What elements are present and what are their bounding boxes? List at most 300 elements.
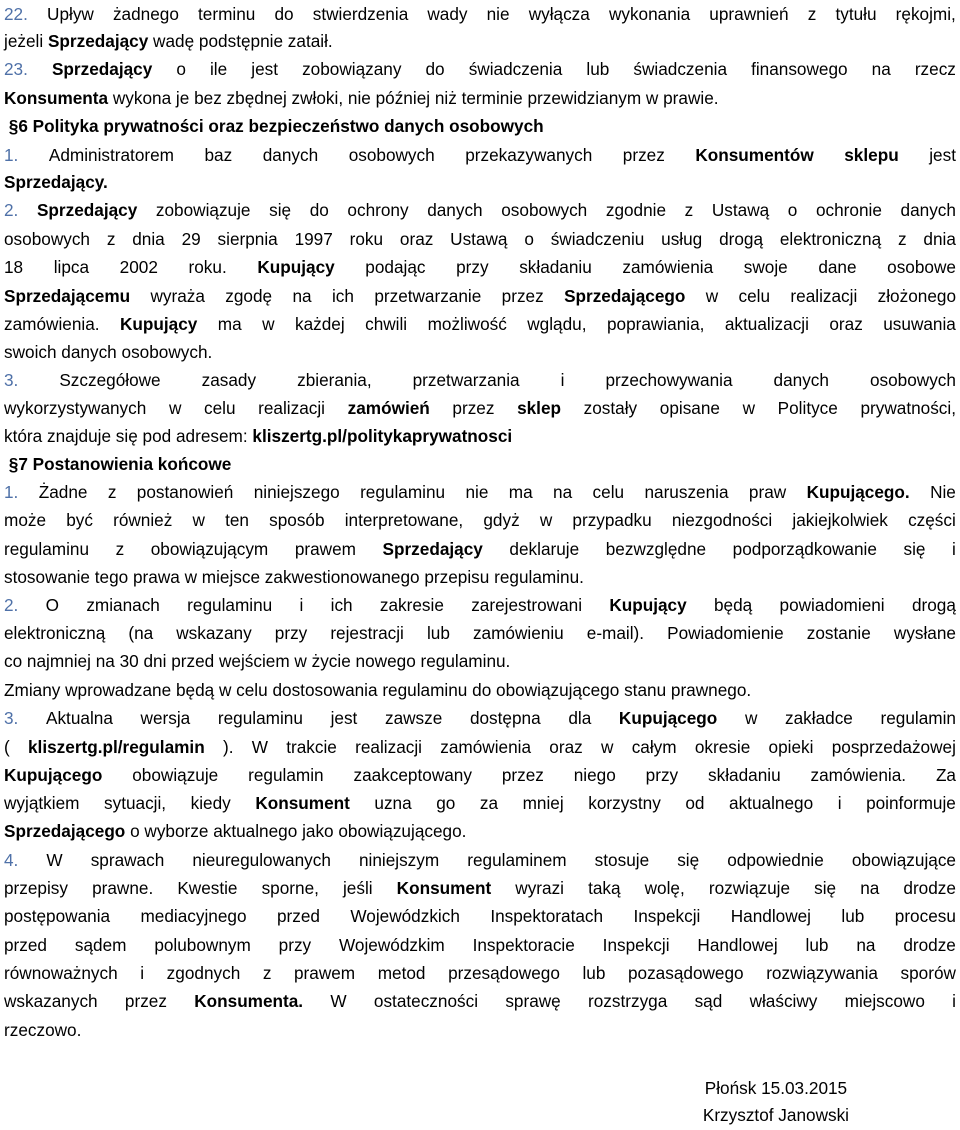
text-run: postanowień [136,482,234,502]
text-run: jeśli [342,878,373,898]
text-line [4,874,956,903]
text-run: wskazanych [4,991,98,1011]
text-run: Zmiany wprowadzane będą w celu dostosowania regulaminu do obowiązującego stanu prawnego. [4,680,752,700]
text-run: chwili [365,314,408,334]
text-run: z [262,963,272,983]
text-line [4,27,956,56]
text-run: Powiadomienie [667,623,784,643]
text-run: jest [251,59,278,79]
text-run: oraz [549,737,583,757]
text-run: 29 [181,229,201,249]
text-run: ma [217,314,242,334]
text-run: ochrony [347,200,409,220]
text-line [4,394,956,423]
text-run: i [952,991,956,1011]
text-run: sprawę [505,991,561,1011]
text-run: celu [738,286,771,306]
text-run: się [903,539,926,559]
text-run: rozwiązuje [708,878,791,898]
text-run: zaakceptowany [353,765,472,785]
bold-term: Sprzedający. [4,172,108,192]
text-run: elektroniczną [4,623,106,643]
text-run: świadczenia [633,59,727,79]
text-run: finansowego [751,59,848,79]
signature-name: Krzysztof Janowski [702,1105,849,1125]
text-run: o wyborze aktualnego jako obowiązującego. [125,821,467,841]
text-run: aktualizacji [724,314,809,334]
text-run: prywatności, [860,398,956,418]
text-line [4,506,956,535]
text-run: w [168,398,182,418]
text-run: ten [225,510,249,530]
bold-term: §7 Postanowienia końcowe [4,454,232,474]
bold-term: Sprzedającego [564,286,686,306]
text-run: trakcie [286,737,337,757]
text-run: rękojmi, [895,4,956,24]
text-run: oraz [399,229,434,249]
text-run: przy [645,765,679,785]
text-run: tytułu [835,4,877,24]
text-run: ). [222,737,234,757]
text-run: uzna [374,793,412,813]
text-run: o [176,59,186,79]
text-run: Polityce [777,398,838,418]
text-run: okresie [694,737,751,757]
text-run: e-mail). [586,623,645,643]
text-run: postępowania [4,906,111,926]
text-run: obowiązującym [150,539,269,559]
text-run: przez [501,286,544,306]
text-run: przed [4,935,47,955]
text-run: w [742,398,756,418]
text-line [4,112,956,141]
text-run: podając [365,257,426,277]
text-run: złożonego [877,286,956,306]
text-run: obowiązuje [132,765,219,785]
bold-term: Kupujący [257,257,335,277]
text-run: co najmniej na 30 dni przed wejściem w życie nowego regulaminu. [4,651,511,671]
text-run: polubownym [154,935,251,955]
text-run: ostateczności [373,991,479,1011]
text-line [4,931,956,960]
text-line [4,1016,956,1045]
text-run: elektroniczną [779,229,882,249]
text-run: lub [582,963,606,983]
bold-term: kliszertg.pl/regulamin [28,737,205,757]
text-run: na [871,59,891,79]
text-run: regulaminu [4,539,90,559]
text-run: drodze [903,935,956,955]
text-run: niniejszego [253,482,340,502]
text-run: przechowywania [605,370,733,390]
text-run: drodze [903,878,956,898]
text-run: Inspektoratach [490,906,604,926]
text-run: regulaminem [467,850,567,870]
text-run: celu [203,398,236,418]
text-run: przed [276,906,320,926]
text-run: zgodnych [166,963,241,983]
text-line [4,846,956,875]
text-run: Inspekcji [633,906,701,926]
text-run: w [192,510,205,530]
text-line [4,84,956,113]
text-run: zostanie [806,623,871,643]
text-line [4,676,956,705]
text-run: korzystny [588,793,661,813]
text-run: się [677,850,700,870]
text-line [4,987,956,1016]
text-run: naruszenia [644,482,729,502]
text-run: posprzedażowej [831,737,956,757]
text-run: lub [805,935,829,955]
item-number: 1. [4,482,19,502]
text-run: świadczenia [468,59,563,79]
text-run: stwierdzenia [312,4,409,24]
text-run: 18 [4,257,24,277]
text-run: lub [426,623,450,643]
text-run: Kwestie [177,878,238,898]
text-run: swoich danych osobowych. [4,342,213,362]
text-run: zakresie [379,595,444,615]
text-run: regulamin [248,765,324,785]
text-run: swoje [743,257,788,277]
text-run: ( [4,737,10,757]
text-run: roku. [188,257,227,277]
text-line [4,422,956,451]
text-run: interpretowane, [344,510,464,530]
text-line [4,55,956,84]
text-line [4,619,956,648]
text-run: rzeczowo. [4,1020,82,1040]
text-run: terminu [198,4,256,24]
text-run: (na [128,623,154,643]
text-run: praw [748,482,787,502]
text-run: danych [262,145,319,165]
text-run: z [107,482,117,502]
text-line [4,0,956,29]
text-run: dnia [132,229,165,249]
text-run: wyłącza [528,4,590,24]
text-run: dla [568,708,592,728]
text-run: zobowiązuje [155,200,251,220]
bold-term: Konsumenta. [194,991,304,1011]
text-run: Wojewódzkich [350,906,460,926]
bold-term: Konsument [255,793,350,813]
text-run: z [807,4,817,24]
item-number: 3. [4,708,19,728]
bold-term: Sprzedającego [4,821,126,841]
text-run: może [4,510,47,530]
text-run: z [106,229,116,249]
text-run: możliwość [427,314,507,334]
text-run: sytuacji, [104,793,167,813]
bold-term: sklepu [844,145,899,165]
text-line [4,959,956,988]
text-run: w [539,510,553,530]
text-run: dnia [923,229,956,249]
text-run: opieki [768,737,814,757]
text-run: 2002 [119,257,158,277]
text-run: od [685,793,705,813]
text-run: z [897,229,907,249]
text-line [4,366,956,395]
bold-term: Kupującego. [806,482,910,502]
text-run: która znajduje się pod adresem: [4,426,253,446]
text-run: żadnego [112,4,179,24]
text-line [4,535,956,564]
text-run: niezgodności [671,510,773,530]
text-run: Ustawą [711,200,770,220]
text-run: Upływ [47,4,94,24]
text-run: wskazany [176,623,252,643]
text-run: taką [588,878,621,898]
item-number: 2. [4,595,19,615]
text-run: usuwania [883,314,956,334]
text-run: sądem [74,935,127,955]
text-run: się [814,878,837,898]
text-run: się [269,200,292,220]
text-run: w [744,708,758,728]
text-run: sposób [269,510,325,530]
text-run: części [908,510,956,530]
text-run: uprawnień [709,4,789,24]
text-run: na [292,286,312,306]
text-run: osobowych [4,229,90,249]
text-run: niego [573,765,616,785]
signature-block [703,1075,849,1129]
text-run: i [837,793,842,813]
text-run: zamówieniu [472,623,564,643]
bold-term: Sprzedający [51,59,153,79]
text-run: przetwarzanie [374,286,482,306]
text-run: oraz [829,314,863,334]
text-line [4,282,956,311]
text-run: dostępna [469,708,541,728]
text-run: ochronie [815,200,882,220]
text-run: Szczegółowe [59,370,161,390]
text-line [4,196,956,225]
text-run: podporządkowanie [732,539,877,559]
text-run: świadczeniu [550,229,645,249]
text-run: wyrazi [515,878,564,898]
text-run: jest [330,708,358,728]
text-run: Żadne [38,482,88,502]
text-run: procesu [894,906,956,926]
text-run: zbierania, [297,370,372,390]
text-run: miejscowo [844,991,925,1011]
text-line [4,647,956,676]
text-run: rozstrzyga [588,991,668,1011]
text-run: prawem [294,963,356,983]
item-number: 2. [4,200,19,220]
text-run: wadę podstępnie zataił. [148,31,333,51]
text-line [4,225,956,254]
text-run: Inspekcji [602,935,670,955]
item-number: 23. [4,59,28,79]
text-run: rzecz [914,59,956,79]
text-run: Wojewódzkim [339,935,445,955]
text-run: i [140,963,145,983]
text-run: niniejszym [358,850,440,870]
text-run: do [309,200,329,220]
text-run: wady [427,4,468,24]
text-run: regulamin [880,708,956,728]
bold-term: Kupującego [618,708,718,728]
text-run: nie [465,482,489,502]
text-run: będą [713,595,753,615]
text-run: W [251,737,268,757]
text-run: zostały [583,398,638,418]
text-run: zamówienia [622,257,714,277]
text-run: zgodę [225,286,273,306]
text-run: danych [427,200,483,220]
text-run: Aktualna [46,708,113,728]
text-run: wysłane [893,623,956,643]
text-run: o [524,229,534,249]
text-run: O [45,595,60,615]
text-run: regulaminu [217,708,303,728]
text-run: realizacji [790,286,858,306]
text-run: osobowych [348,145,435,165]
text-run: mediacyjnego [140,906,247,926]
text-run: przesądowego [448,963,560,983]
text-run: lub [586,59,610,79]
item-number: 22. [4,4,28,24]
text-run: sporów [900,963,956,983]
text-run: i [299,595,304,615]
text-run: jest [929,145,956,165]
bold-term: §6 Polityka prywatności oraz bezpieczeństwo danych osobowych [4,116,544,136]
text-run: wersja [140,708,191,728]
text-run: sierpnia [217,229,278,249]
text-run: poinformuje [866,793,956,813]
text-run: W [330,991,347,1011]
text-run: dane [818,257,857,277]
text-run: mniej [522,793,564,813]
text-run: realizacji [355,737,422,757]
text-run: poprawiania, [606,314,705,334]
text-run: przez [124,991,167,1011]
text-run: osobowych [869,370,956,390]
text-run: wyjątkiem [4,793,80,813]
text-line [4,761,956,790]
text-run: wglądu, [527,314,587,334]
text-run: wykonania [608,4,691,24]
text-run: właściwy [749,991,818,1011]
text-run: aktualnego [729,793,814,813]
text-run: Za [935,765,956,785]
text-run: rejestracji [330,623,404,643]
bold-term: Sprzedający [382,539,483,559]
text-run: z [115,539,125,559]
item-number: 4. [4,850,19,870]
text-run: równoważnych [4,963,118,983]
text-run: obowiązujące [851,850,956,870]
text-run: przez [452,398,495,418]
text-run: regulaminu [360,482,446,502]
item-number: 3. [4,370,19,390]
text-run: jeżeli [4,31,48,51]
text-run: przy [274,623,308,643]
text-run: przetwarzania [412,370,520,390]
text-run: stosowanie tego prawa w miejsce zakwestionowanego przepisu regulaminu. [4,567,584,587]
text-run: zgodnie [605,200,667,220]
text-run: opisane [659,398,720,418]
text-line [4,338,956,367]
text-run: Ustawą [450,229,508,249]
text-run: zamówienia [440,737,532,757]
text-run: nieuregulowanych [192,850,331,870]
text-run: danych [773,370,829,390]
text-run: stosuje [594,850,650,870]
text-line [4,563,956,592]
text-run: lub [841,906,865,926]
text-run: Nie [930,482,956,502]
text-run: jakiejkolwiek [792,510,888,530]
text-run: być [66,510,93,530]
text-run: zawsze [384,708,443,728]
text-run: zakładce [785,708,853,728]
text-run: Administratorem [48,145,174,165]
text-run: zasady [201,370,257,390]
text-run: ma [508,482,533,502]
text-line [4,591,956,620]
text-run: również [113,510,173,530]
text-line [4,704,956,733]
text-run: i [952,539,956,559]
text-run: osobowe [887,257,956,277]
text-run: w [262,314,275,334]
bold-term: zamówień [347,398,430,418]
text-run: rozwiązywania [766,963,878,983]
text-run: sąd [694,991,723,1011]
bold-term: Konsumenta [4,88,109,108]
text-run: przy [456,257,489,277]
text-run: Inspektoracie [472,935,575,955]
text-line [4,310,956,339]
text-run: deklaruje [509,539,580,559]
text-run: na [860,878,880,898]
text-run: przy [278,935,312,955]
text-run: regulaminu [187,595,273,615]
text-line [4,733,956,762]
text-run: prawem [294,539,356,559]
text-run: w [601,737,614,757]
text-run: o [787,200,798,220]
text-run: przepisy [4,878,68,898]
text-run: W [46,850,63,870]
text-run: roku [349,229,384,249]
text-run: realizacji [258,398,326,418]
text-run: do [274,4,294,24]
bold-term: sklep [517,398,562,418]
text-run: pozasądowego [627,963,744,983]
text-run: składaniu [519,257,592,277]
text-run: składaniu [708,765,781,785]
text-run: przypadku [572,510,652,530]
text-run: całym [631,737,677,757]
text-run: zarejestrowani [471,595,583,615]
text-run: za [479,793,499,813]
text-run: baz [204,145,233,165]
text-line [4,253,956,282]
text-run: drogą [719,229,764,249]
text-run: zamówienia. [810,765,907,785]
text-run: wolę, [644,878,685,898]
text-line [4,168,956,197]
text-run: w [705,286,719,306]
text-run: na [856,935,876,955]
